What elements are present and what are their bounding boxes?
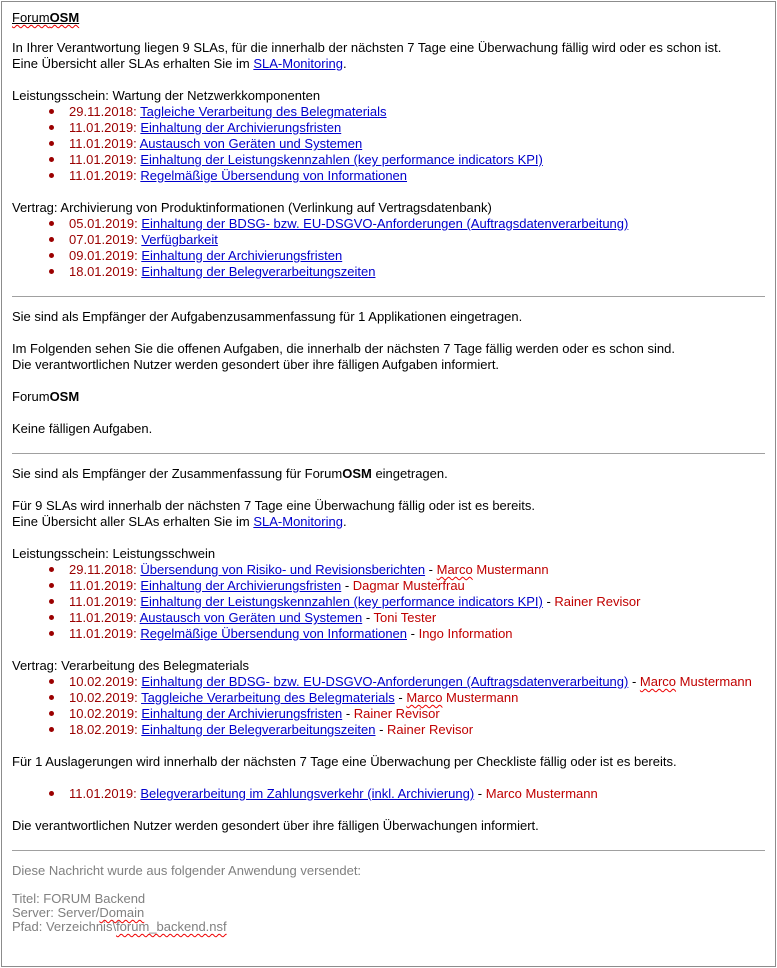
message-body — [12, 40, 765, 851]
text-run: Die verantwortlichen Nutzer werden gesondert über ihre fälligen Aufgaben informiert. — [12, 357, 500, 372]
dash-separator: - — [407, 626, 419, 641]
section-heading: Vertrag: Archivierung von Produktinformationen (Verlinkung auf Vertragsdatenbank) — [12, 200, 492, 215]
paragraph — [12, 341, 765, 373]
paragraph-line — [12, 421, 765, 437]
sla-item — [12, 578, 765, 594]
responsible-user-misspelled: Marco — [639, 674, 677, 689]
responsible-user: Rainer Revisor — [387, 722, 474, 737]
due-date: 11.01.2019: — [69, 136, 137, 151]
paragraph — [12, 754, 765, 770]
responsible-user: Mustermann — [472, 562, 549, 577]
text-run: Forum — [12, 389, 50, 404]
sla-item — [12, 674, 765, 690]
paragraph-line — [12, 514, 765, 530]
paragraph-line — [12, 309, 765, 325]
sla-item — [12, 104, 765, 120]
app-title-regular: Forum — [12, 10, 50, 25]
text-run: Sie sind als Empfänger der Aufgabenzusammenfassung für 1 Applikationen eingetragen. — [12, 309, 523, 324]
sla-link[interactable]: Einhaltung der Archivierungsfristen — [141, 706, 343, 721]
sla-item — [12, 232, 765, 248]
separator — [12, 296, 765, 297]
app-title-underline — [12, 10, 79, 25]
paragraph — [12, 421, 765, 437]
sla-link[interactable]: Einhaltung der Belegverarbeitungszeiten — [141, 722, 376, 737]
responsible-user: Mustermann — [676, 674, 752, 689]
due-date: 05.01.2019: — [69, 216, 138, 231]
responsible-user: Mustermann — [442, 690, 519, 705]
due-date: 10.02.2019: — [69, 706, 138, 721]
due-date: 11.01.2019: — [69, 626, 137, 641]
due-date: 11.01.2019: — [69, 578, 137, 593]
sla-section — [12, 658, 765, 738]
sla-link[interactable]: Regelmäßige Übersendung von Informationen — [140, 626, 408, 641]
dash-separator: - — [425, 562, 437, 577]
app-title — [12, 10, 765, 26]
responsible-user: Toni Tester — [373, 610, 437, 625]
due-date: 11.01.2019: — [69, 786, 137, 801]
sla-item — [12, 152, 765, 168]
due-date: 10.02.2019: — [69, 674, 138, 689]
due-date: 18.02.2019: — [69, 722, 138, 737]
paragraph-line — [12, 389, 765, 405]
sla-link[interactable]: Tagleiche Verarbeitung des Belegmaterials — [140, 104, 387, 119]
sla-link[interactable]: Einhaltung der Archivierungsfristen — [140, 578, 342, 593]
sla-link[interactable]: Einhaltung der Archivierungsfristen — [140, 120, 342, 135]
dash-separator: - — [628, 674, 640, 689]
sla-link[interactable]: Austausch von Geräten und Systemen — [139, 610, 363, 625]
sla-item — [12, 136, 765, 152]
sla-link[interactable]: Einhaltung der BDSG- bzw. EU-DSGVO-Anforderungen (Auftragsdatenverarbeitung) — [141, 216, 629, 231]
footer-sent-from: Diese Nachricht wurde aus folgender Anwendung versendet: — [12, 863, 362, 878]
dash-separator: - — [474, 786, 486, 801]
sla-link[interactable]: Einhaltung der Leistungskennzahlen (key performance indicators KPI) — [140, 594, 543, 609]
responsible-user: Dagmar Musterfrau — [352, 578, 465, 593]
due-date: 11.01.2019: — [69, 610, 137, 625]
sla-item — [12, 626, 765, 642]
dash-separator: - — [342, 706, 354, 721]
responsible-user: Ingo Information — [418, 626, 513, 641]
text-run: Für 9 SLAs wird innerhalb der nächsten 7 Tage eine Überwachung fällig oder ist es bereits. — [12, 498, 535, 513]
paragraph — [12, 40, 765, 72]
sla-link[interactable]: Austausch von Geräten und Systemen — [139, 136, 363, 151]
sla-item — [12, 120, 765, 136]
text-run: Im Folgenden sehen Sie die offenen Aufgaben, die innerhalb der nächsten 7 Tage fällig werden oder es schon sind. — [12, 341, 675, 356]
paragraph-line — [12, 56, 765, 72]
paragraph — [12, 389, 765, 405]
sla-link[interactable]: Taggleiche Verarbeitung des Belegmaterials — [141, 690, 395, 705]
footer-server — [12, 906, 765, 920]
paragraph-line — [12, 818, 765, 834]
footer-server-prefix: Server: Server/ — [12, 905, 100, 920]
sla-section — [12, 786, 765, 802]
footer-path — [12, 920, 765, 934]
text-run: . — [342, 514, 347, 529]
sla-section — [12, 200, 765, 280]
due-date: 07.01.2019: — [69, 232, 138, 247]
bold-text: OSM — [342, 466, 372, 481]
due-date: 11.01.2019: — [69, 120, 137, 135]
section-heading: Leistungsschein: Leistungsschwein — [12, 546, 216, 561]
sla-item — [12, 690, 765, 706]
text-run: Eine Übersicht aller SLAs erhalten Sie im — [12, 56, 254, 71]
responsible-user-misspelled: Marco — [436, 562, 473, 577]
footer-path-prefix: Pfad: Verzeichnis\ — [12, 919, 117, 934]
sla-item — [12, 168, 765, 184]
sla-link[interactable]: Einhaltung der BDSG- bzw. EU-DSGVO-Anforderungen (Auftragsdatenverarbeitung) — [141, 674, 629, 689]
due-date: 18.01.2019: — [69, 264, 138, 279]
dash-separator: - — [362, 610, 374, 625]
text-run: Eine Übersicht aller SLAs erhalten Sie im — [12, 514, 254, 529]
sla-monitoring-link[interactable]: SLA-Monitoring — [253, 56, 343, 71]
sla-link[interactable]: Übersendung von Risiko- und Revisionsberichten — [140, 562, 426, 577]
separator — [12, 453, 765, 454]
sla-list — [12, 674, 765, 738]
due-date: 11.01.2019: — [69, 152, 137, 167]
responsible-user: Rainer Revisor — [554, 594, 641, 609]
sla-list — [12, 562, 765, 642]
app-title-squiggle — [12, 10, 79, 25]
sla-list — [12, 104, 765, 184]
app-title-bold: OSM — [49, 10, 80, 25]
paragraph — [12, 309, 765, 325]
section-heading: Leistungsschein: Wartung der Netzwerkkomponenten — [12, 88, 321, 103]
footer-app-title: Titel: FORUM Backend — [12, 891, 146, 906]
text-run: Für 1 Auslagerungen wird innerhalb der nächsten 7 Tage eine Überwachung per Checkliste fällig oder ist es bereits. — [12, 754, 677, 769]
dash-separator: - — [394, 690, 407, 705]
due-date: 09.01.2019: — [69, 248, 138, 263]
dash-separator: - — [375, 722, 388, 737]
sla-monitoring-link[interactable]: SLA-Monitoring — [253, 514, 343, 529]
due-date: 10.02.2019: — [69, 690, 138, 705]
sla-link[interactable]: Einhaltung der Belegverarbeitungszeiten — [141, 264, 376, 279]
sla-item — [12, 594, 765, 610]
paragraph — [12, 466, 765, 482]
sla-item — [12, 264, 765, 280]
due-date: 11.01.2019: — [69, 168, 137, 183]
footer-path-file: forum_backend.nsf — [116, 919, 227, 934]
sla-link[interactable]: Regelmäßige Übersendung von Informationen — [140, 168, 408, 183]
sla-item — [12, 610, 765, 626]
sla-link[interactable]: Einhaltung der Leistungskennzahlen (key performance indicators KPI) — [140, 152, 543, 167]
paragraph-line — [12, 466, 765, 482]
sla-item — [12, 706, 765, 722]
bold-text: OSM — [49, 389, 80, 404]
sla-link[interactable]: Verfügbarkeit — [141, 232, 218, 247]
sla-item — [12, 216, 765, 232]
paragraph — [12, 498, 765, 530]
responsible-user-misspelled: Marco — [406, 690, 443, 705]
paragraph-line — [12, 498, 765, 514]
dash-separator: - — [341, 578, 353, 593]
responsible-user: Rainer Revisor — [353, 706, 440, 721]
text-run: eingetragen. — [371, 466, 448, 481]
sla-item — [12, 562, 765, 578]
sla-section — [12, 546, 765, 642]
paragraph-line — [12, 40, 765, 56]
text-run: In Ihrer Verantwortung liegen 9 SLAs, für die innerhalb der nächsten 7 Tage eine Überwachung fällig wird oder es schon ist. — [12, 40, 722, 55]
due-date: 11.01.2019: — [69, 594, 137, 609]
sla-list — [12, 216, 765, 280]
sla-item — [12, 722, 765, 738]
text-run: Die verantwortlichen Nutzer werden gesondert über ihre fälligen Überwachungen informiert. — [12, 818, 539, 833]
sla-section — [12, 88, 765, 184]
paragraph — [12, 818, 765, 834]
footer-server-domain: Domain — [99, 905, 145, 920]
separator — [12, 850, 765, 851]
footer — [12, 863, 765, 934]
sla-link[interactable]: Einhaltung der Archivierungsfristen — [141, 248, 343, 263]
paragraph-line — [12, 357, 765, 373]
sla-item — [12, 786, 765, 802]
email-body — [1, 1, 776, 967]
due-date: 29.11.2018: — [69, 104, 137, 119]
paragraph-line — [12, 754, 765, 770]
due-date: 29.11.2018: — [69, 562, 137, 577]
sla-item — [12, 248, 765, 264]
paragraph-line — [12, 341, 765, 357]
dash-separator: - — [542, 594, 555, 609]
sla-list — [12, 786, 765, 802]
text-run: Keine fälligen Aufgaben. — [12, 421, 153, 436]
sla-link[interactable]: Belegverarbeitung im Zahlungsverkehr (inkl. Archivierung) — [140, 786, 475, 801]
text-run: . — [342, 56, 347, 71]
responsible-user: Marco Mustermann — [485, 786, 598, 801]
section-heading: Vertrag: Verarbeitung des Belegmaterials — [12, 658, 250, 673]
text-run: Sie sind als Empfänger der Zusammenfassung für Forum — [12, 466, 343, 481]
